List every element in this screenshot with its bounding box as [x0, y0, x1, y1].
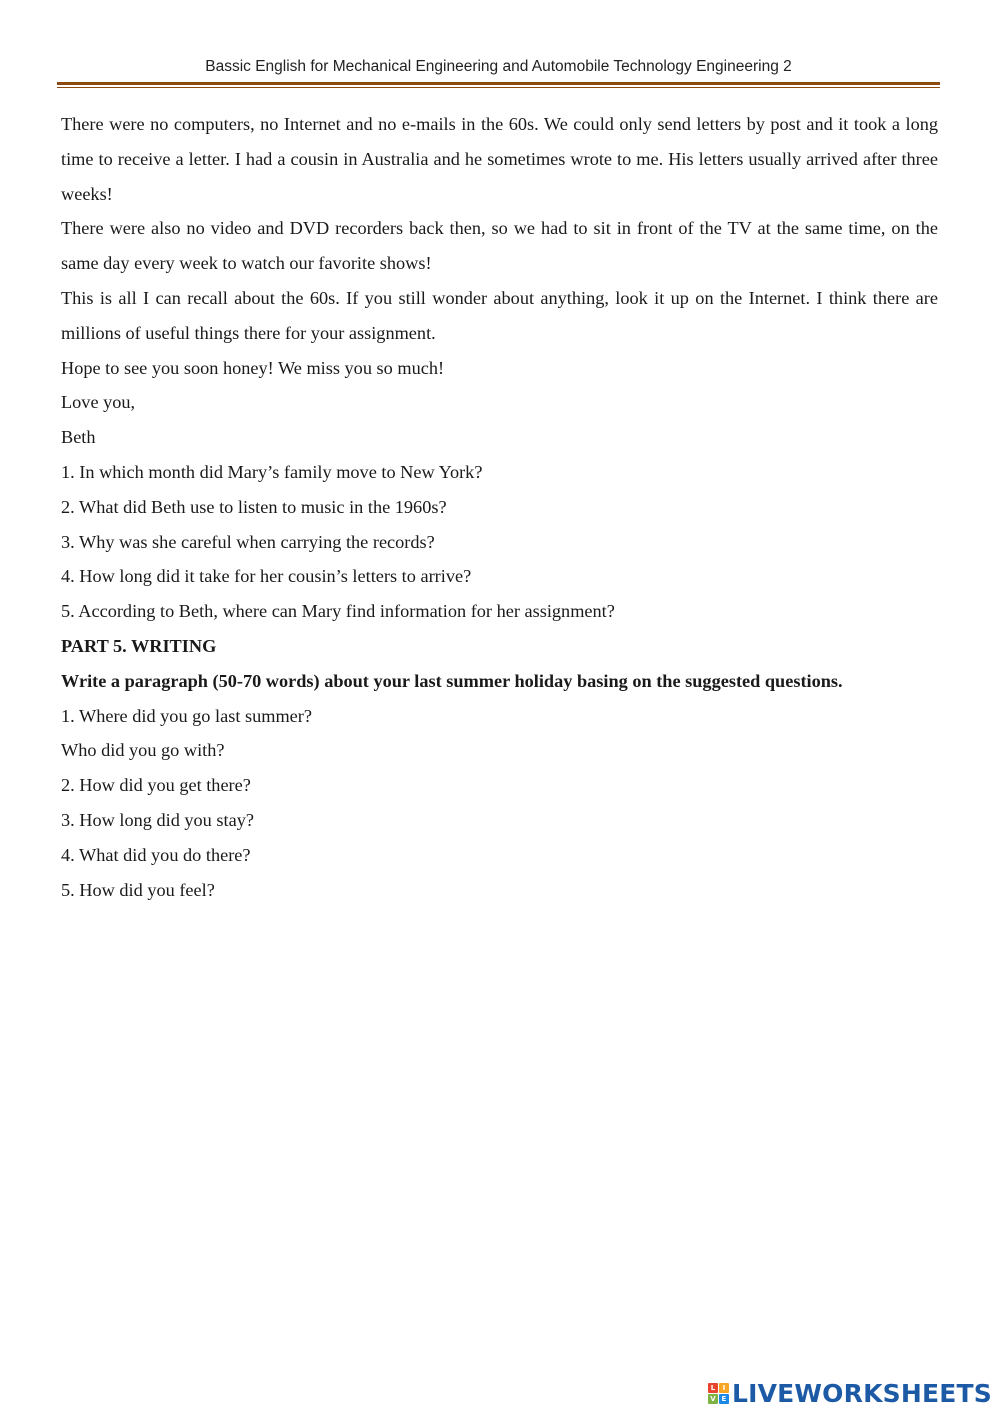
- header-rule-thin: [57, 87, 940, 88]
- letter-closing-line: Love you,: [61, 392, 136, 413]
- letter-paragraph: This is all I can recall about the 60s. If you still wonder about anything, look it up on the Internet. I think there are millions of useful things there for your assignment.: [61, 287, 938, 343]
- reading-question: 3. Why was she careful when carrying the records?: [61, 531, 435, 552]
- logo-letter: E: [719, 1394, 729, 1404]
- logo-letter: I: [719, 1383, 729, 1393]
- liveworksheets-wordmark: LIVEWORKSHEETS: [731, 1378, 992, 1408]
- logo-letter: L: [708, 1383, 718, 1393]
- liveworksheets-watermark: [708, 1377, 992, 1409]
- reading-question: 4. How long did it take for her cousin’s letters to arrive?: [61, 566, 472, 587]
- header-rule-thick: [57, 82, 940, 85]
- letter-paragraph: There were no computers, no Internet and no e-mails in the 60s. We could only send letters by post and it took a long time to receive a letter. I had a cousin in Australia and he sometimes wrote to me. His letters usually arrived after three weeks!: [61, 114, 938, 204]
- letter-closing-line: Hope to see you soon honey! We miss you so much!: [61, 357, 445, 378]
- writing-question: 5. How did you feel?: [61, 879, 215, 900]
- writing-instruction: Write a paragraph (50-70 words) about your last summer holiday basing on the suggested questions.: [61, 670, 843, 691]
- reading-question: 1. In which month did Mary’s family move to New York?: [61, 461, 483, 482]
- writing-question: 4. What did you do there?: [61, 844, 251, 865]
- writing-question: 3. How long did you stay?: [61, 809, 254, 830]
- running-header: Bassic English for Mechanical Engineering and Automobile Technology Engineering 2: [205, 58, 792, 75]
- letter-paragraph: There were also no video and DVD recorders back then, so we had to sit in front of the TV at the same time, on the same day every week to watch our favorite shows!: [61, 218, 938, 274]
- logo-letter: V: [708, 1394, 718, 1404]
- letter-signature: Beth: [61, 427, 96, 448]
- writing-question: 1. Where did you go last summer?: [61, 705, 312, 726]
- liveworksheets-logo-icon: [708, 1383, 729, 1404]
- reading-question: 2. What did Beth use to listen to music in the 1960s?: [61, 496, 447, 517]
- writing-section-heading: PART 5. WRITING: [61, 635, 217, 656]
- reading-question: 5. According to Beth, where can Mary find information for her assignment?: [61, 601, 615, 622]
- writing-question: 2. How did you get there?: [61, 775, 251, 796]
- writing-question: Who did you go with?: [61, 740, 225, 761]
- page-content: [61, 107, 938, 907]
